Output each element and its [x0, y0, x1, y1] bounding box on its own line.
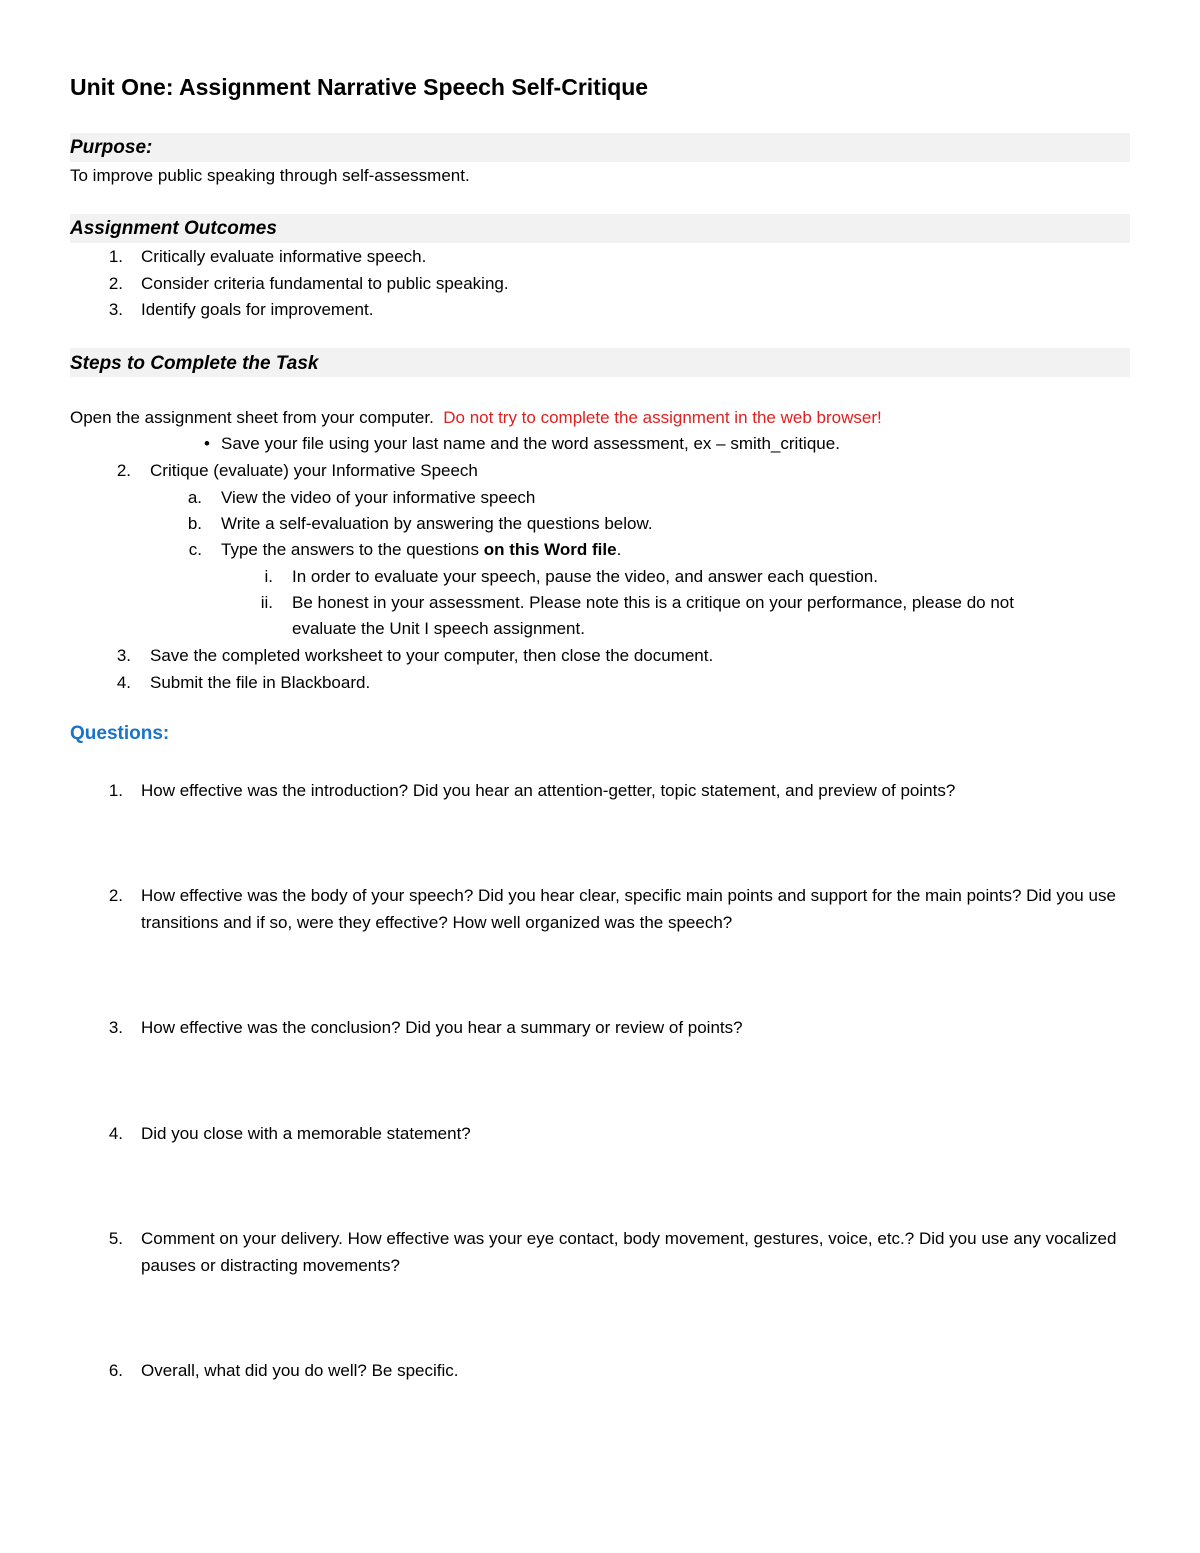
purpose-text: To improve public speaking through self-assessment.: [70, 166, 470, 185]
question-text: Did you close with a memorable statement?: [141, 1124, 471, 1143]
outcome-number: 3.: [108, 300, 123, 319]
outcome-item: Critically evaluate informative speech.: [141, 247, 427, 266]
step-text: Submit the file in Blackboard.: [150, 673, 371, 692]
document-title: Unit One: Assignment Narrative Speech Self-Critique: [70, 74, 649, 100]
substep-text: View the video of your informative speech: [221, 488, 536, 507]
steps-intro: [70, 406, 882, 430]
roman-item-text-continued: evaluate the Unit I speech assignment.: [292, 619, 585, 638]
questions-heading: Questions:: [70, 723, 170, 744]
purpose-heading-shade: [70, 133, 1130, 162]
question-text: How effective was the body of your speech? Did you hear clear, specific main points and support for the main points? Did you use transitions and if so, were they effective? How well organized was the speech?: [141, 886, 1116, 932]
steps-heading: Steps to Complete the Task: [70, 353, 319, 374]
question-number: 2.: [108, 886, 123, 905]
substep-text: Write a self-evaluation by answering the questions below.: [221, 514, 653, 533]
substep-text-plain: Type the answers to the questions: [221, 540, 484, 559]
question-number: 4.: [108, 1124, 123, 1143]
substep-letter: a.: [187, 488, 202, 507]
roman-item-text: Be honest in your assessment. Please note this is a critique on your performance, please do not: [292, 593, 1014, 612]
step-text: Save the completed worksheet to your computer, then close the document.: [150, 646, 714, 665]
outcomes-heading: Assignment Outcomes: [70, 218, 277, 239]
step-number: 4.: [116, 673, 131, 692]
question-text: Comment on your delivery. How effective was your eye contact, body movement, gestures, voice, etc.? Did you use any vocalized pauses or distracting movements?: [141, 1229, 1117, 1275]
question-number: 5.: [108, 1229, 123, 1248]
question-number: 1.: [108, 781, 123, 800]
substep-text-end: .: [616, 540, 622, 559]
outcome-number: 2.: [108, 274, 123, 293]
save-file-instruction: Save your file using your last name and the word assessment, ex – smith_critique.: [221, 434, 840, 453]
substep-letter: c.: [188, 540, 202, 559]
step-number: 2.: [116, 461, 131, 480]
question-text: Overall, what did you do well? Be specific.: [141, 1361, 459, 1380]
purpose-heading: Purpose:: [70, 137, 153, 158]
question-number: 6.: [108, 1361, 123, 1380]
outcome-item: Consider criteria fundamental to public speaking.: [141, 274, 509, 293]
step-number: 3.: [116, 646, 131, 665]
roman-numeral: ii.: [260, 593, 273, 612]
word-file-emphasis: on this Word file: [483, 540, 617, 559]
outcome-number: 1.: [108, 247, 123, 266]
question-number: 3.: [108, 1018, 123, 1037]
step-text: Critique (evaluate) your Informative Speech: [150, 461, 478, 480]
roman-item-text: In order to evaluate your speech, pause the video, and answer each question.: [292, 567, 878, 586]
bullet-icon: •: [204, 434, 210, 453]
steps-intro-text: Open the assignment sheet from your computer.: [70, 408, 434, 427]
roman-numeral: i.: [264, 567, 273, 586]
question-text: How effective was the conclusion? Did you hear a summary or review of points?: [141, 1018, 743, 1037]
browser-warning: Do not try to complete the assignment in the web browser!: [443, 408, 882, 427]
substep-letter: b.: [187, 514, 202, 533]
question-text: How effective was the introduction? Did you hear an attention-getter, topic statement, and preview of points?: [141, 781, 956, 800]
substep-text: [221, 538, 621, 562]
outcome-item: Identify goals for improvement.: [141, 300, 374, 319]
